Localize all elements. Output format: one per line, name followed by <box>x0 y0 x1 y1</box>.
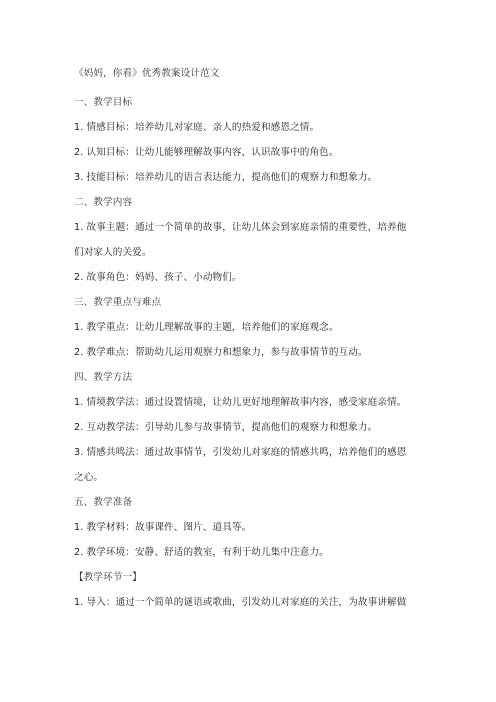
paragraph-line: 1. 故事主题：通过一个简单的故事，让幼儿体会到家庭亲情的重要性，培养他 <box>74 222 407 233</box>
paragraph-line: 2. 教学环境：安静、舒适的教室，有利于幼儿集中注意力。 <box>74 547 329 558</box>
paragraph-line: 2. 认知目标：让幼儿能够理解故事内容，认识故事中的角色。 <box>74 147 339 158</box>
section-heading-content: 二、教学内容 <box>74 197 133 208</box>
section-heading-objectives: 一、教学目标 <box>74 97 133 108</box>
paragraph-line: 3. 技能目标：培养幼儿的语言表达能力，提高他们的观察力和想象力。 <box>74 172 378 183</box>
paragraph-line: 1. 教学重点：让幼儿理解故事的主题，培养他们的家庭观念。 <box>74 322 339 333</box>
paragraph-line: 2. 教学难点：帮助幼儿运用观察力和想象力，参与故事情节的互动。 <box>74 347 368 358</box>
paragraph-line: 1. 教学材料：故事课件、图片、道具等。 <box>74 522 252 533</box>
section-heading-key-points: 三、教学重点与难点 <box>74 297 162 308</box>
paragraph-line: 之心。 <box>74 472 104 483</box>
paragraph-line: 3. 情感共鸣法：通过故事情节，引发幼儿对家庭的情感共鸣，培养他们的感恩 <box>74 447 407 458</box>
section-heading-methods: 四、教学方法 <box>74 372 133 383</box>
paragraph-line: 2. 故事角色：妈妈、孩子、小动物们。 <box>74 272 242 283</box>
document-title: 《妈妈，你看》优秀教案设计范文 <box>74 68 220 79</box>
paragraph-line: 们对家人的关爱。 <box>74 247 152 258</box>
section-heading-teaching-step-one: 【教学环节一】 <box>74 572 142 583</box>
paragraph-line: 2. 互动教学法：引导幼儿参与故事情节，提高他们的观察力和想象力。 <box>74 422 378 433</box>
paragraph-line: 1. 导入：通过一个简单的谜语或歌曲，引发幼儿对家庭的关注，为故事讲解做 <box>74 597 407 608</box>
paragraph-line: 1. 情感目标：培养幼儿对家庭、亲人的热爱和感恩之情。 <box>74 122 320 133</box>
section-heading-preparation: 五、教学准备 <box>74 497 133 508</box>
paragraph-line: 1. 情境教学法：通过设置情境，让幼儿更好地理解故事内容，感受家庭亲情。 <box>74 397 407 408</box>
